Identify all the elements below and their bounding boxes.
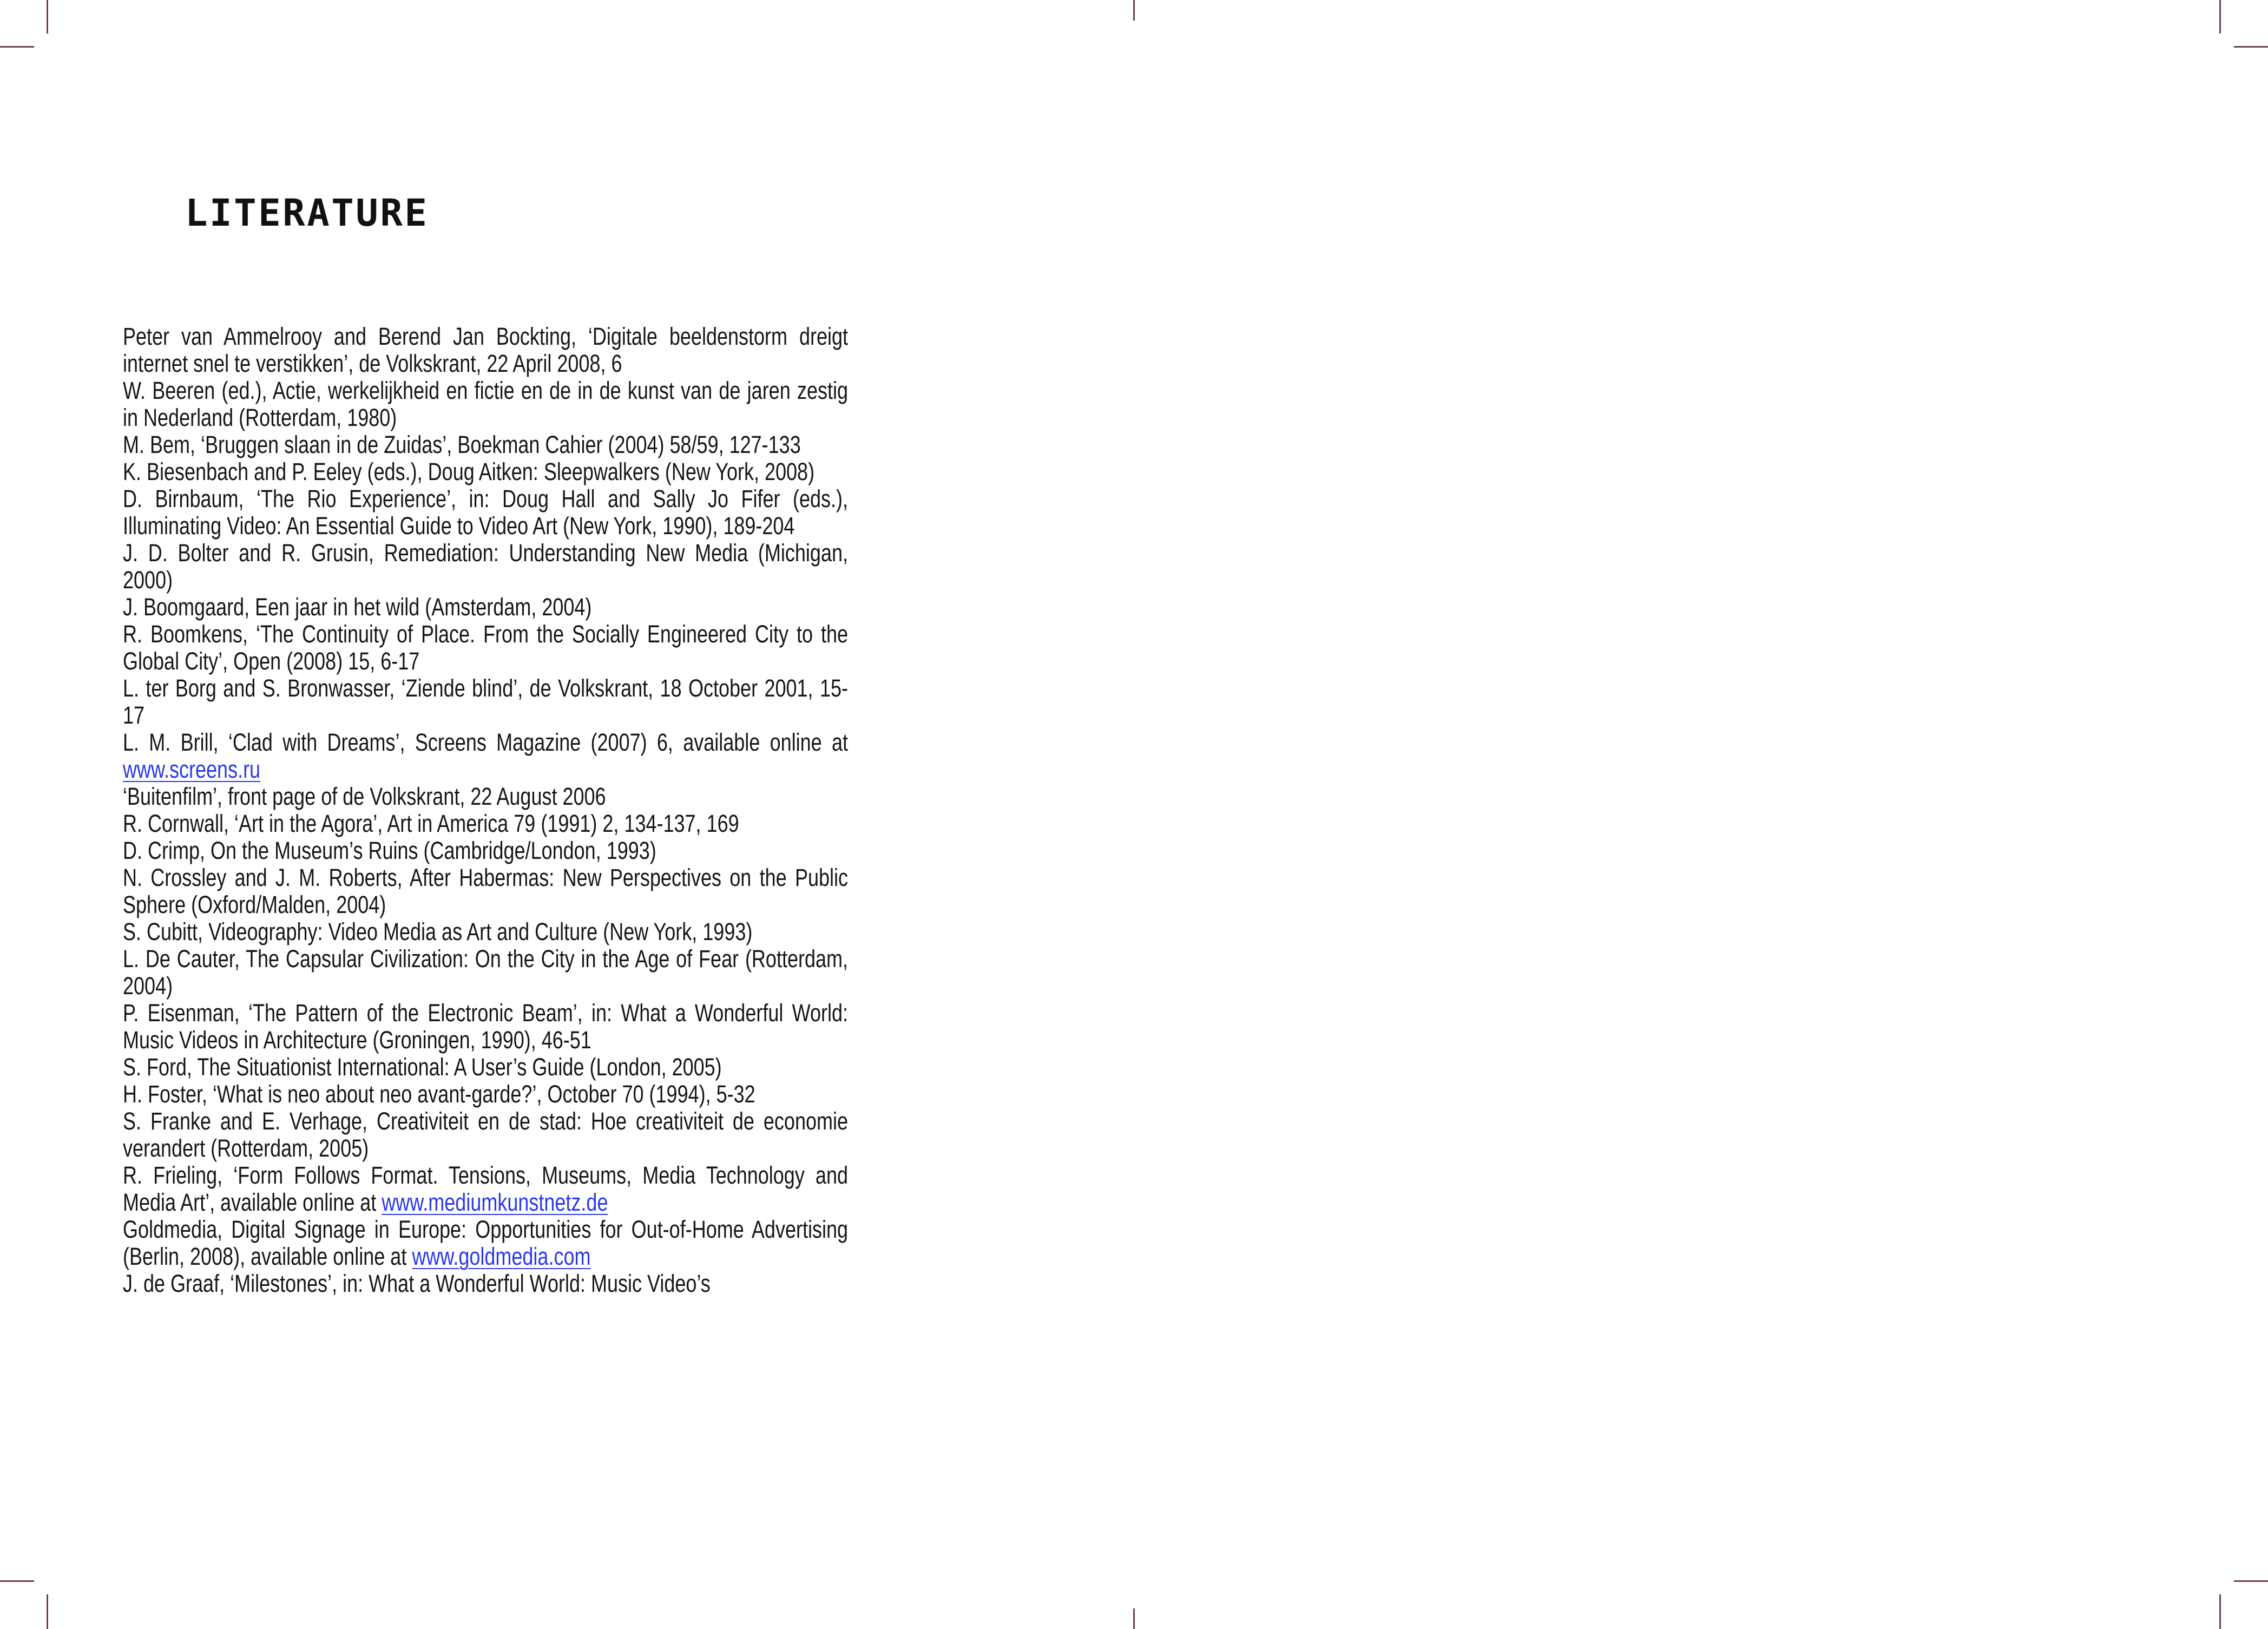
crop-mark-bottom-right-horizontal	[2234, 1580, 2268, 1582]
bibliography-entry: H. Foster, ‘What is neo about neo avant-garde?’, October 70 (1994), 5-32	[123, 1080, 755, 1108]
bibliography-entry: S. Ford, The Situationist International: A User’s Guide (London, 2005)	[123, 1053, 722, 1081]
bibliography-entry: M. Bem, ‘Bruggen slaan in de Zuidas’, Boekman Cahier (2004) 58/59, 127-133	[123, 431, 801, 458]
entry-link[interactable]: www.goldmedia.com	[412, 1243, 591, 1270]
bibliography-entry: D. Birnbaum, ‘The Rio Experience’, in: Doug Hall and Sally Jo Fifer (eds.), Illuminating Video: An Essential Guide to Video Art (New York, 1990), 189-204	[123, 485, 848, 540]
bibliography-entry: S. Cubitt, Videography: Video Media as Art and Culture (New York, 1993)	[123, 918, 753, 945]
bibliography-entry: D. Crimp, On the Museum’s Ruins (Cambridge/London, 1993)	[123, 837, 656, 864]
bibliography	[123, 323, 848, 1297]
bibliography-entry: J. de Graaf, ‘Milestones’, in: What a Wonderful World: Music Video’s	[123, 1270, 711, 1297]
bibliography-entry: R. Boomkens, ‘The Continuity of Place. From the Socially Engineered City to the Global City’, Open (2008) 15, 6-17	[123, 620, 848, 675]
crop-mark-bottom-left-horizontal	[0, 1580, 34, 1582]
crop-mark-top-left-vertical	[47, 0, 48, 34]
crop-mark-top-right-horizontal	[2234, 46, 2268, 48]
bibliography-entry: J. D. Bolter and R. Grusin, Remediation: Understanding New Media (Michigan, 2000)	[123, 539, 848, 594]
bibliography-entry: K. Biesenbach and P. Eeley (eds.), Doug Aitken: Sleepwalkers (New York, 2008)	[123, 458, 815, 485]
bibliography-entry: J. Boomgaard, Een jaar in het wild (Amsterdam, 2004)	[123, 593, 592, 621]
bibliography-entry: P. Eisenman, ‘The Pattern of the Electronic Beam’, in: What a Wonderful World: Music Videos in Architecture (Groningen, 1990), 46-51	[123, 999, 848, 1054]
bibliography-entry: N. Crossley and J. M. Roberts, After Habermas: New Perspectives on the Public Sphere (Oxford/Malden, 2004)	[123, 864, 848, 918]
entry-link[interactable]: www.mediumkunstnetz.de	[382, 1188, 608, 1216]
bibliography-entry: S. Franke and E. Verhage, Creativiteit en de stad: Hoe creativiteit de economie verandert (Rotterdam, 2005)	[123, 1107, 848, 1162]
crop-mark-top-left-horizontal	[0, 46, 34, 48]
bibliography-entry: L. M. Brill, ‘Clad with Dreams’, Screens Magazine (2007) 6, available online at www.screens.ru	[123, 728, 848, 783]
fold-mark-top-center	[1133, 0, 1135, 21]
bibliography-entry: W. Beeren (ed.), Actie, werkelijkheid en fictie en de in de kunst van de jaren zestig in Nederland (Rotterdam, 1980)	[123, 377, 848, 431]
crop-mark-bottom-right-vertical	[2219, 1594, 2221, 1629]
fold-mark-bottom-center	[1133, 1608, 1135, 1629]
bibliography-entry: Goldmedia, Digital Signage in Europe: Opportunities for Out-of-Home Advertising (Berlin, 2008), available online at www.goldmedia.com	[123, 1216, 848, 1270]
bibliography-entry: R. Cornwall, ‘Art in the Agora’, Art in America 79 (1991) 2, 134-137, 169	[123, 810, 739, 837]
bibliography-entry: L. ter Borg and S. Bronwasser, ‘Ziende blind’, de Volkskrant, 18 October 2001, 15-17	[123, 674, 848, 729]
page-title: LITERATURE	[185, 192, 429, 235]
bibliography-entry: L. De Cauter, The Capsular Civilization: On the City in the Age of Fear (Rotterdam, 2004)	[123, 945, 848, 1000]
bibliography-entry: ‘Buitenfilm’, front page of de Volkskrant, 22 August 2006	[123, 783, 606, 810]
crop-mark-top-right-vertical	[2219, 0, 2221, 34]
crop-mark-bottom-left-vertical	[47, 1594, 48, 1629]
bibliography-entry: Peter van Ammelrooy and Berend Jan Bockting, ‘Digitale beeldenstorm dreigt internet snel te verstikken’, de Volkskrant, 22 April 2008, 6	[123, 323, 848, 377]
bibliography-entry: R. Frieling, ‘Form Follows Format. Tensions, Museums, Media Technology and Media Art’, available online at www.mediumkunstnetz.de	[123, 1161, 848, 1216]
entry-link[interactable]: www.screens.ru	[123, 756, 261, 783]
